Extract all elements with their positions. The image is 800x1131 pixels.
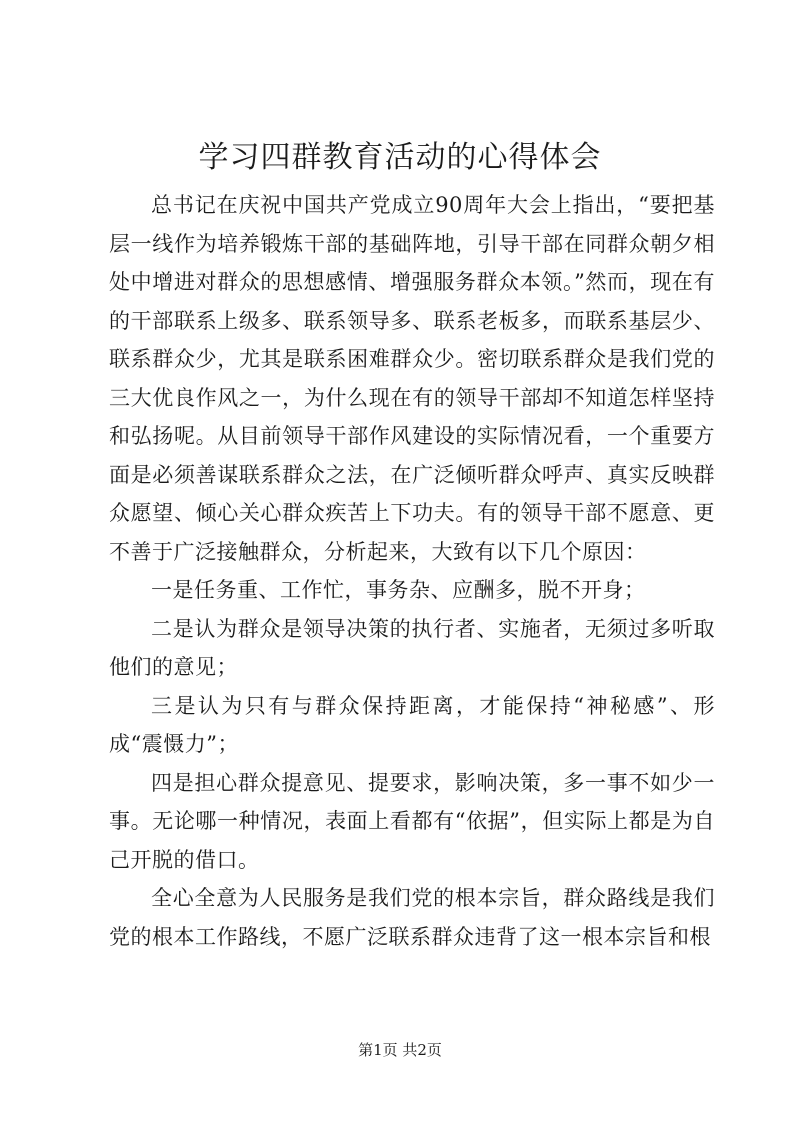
paragraph: 全心全意为人民服务是我们党的根本宗旨，群众路线是我们党的根本工作路线，不愿广泛联系群众违背了这一根本宗旨和根 xyxy=(109,886,715,949)
page-footer: 第1页 共2页 xyxy=(358,1041,442,1059)
document-body xyxy=(109,186,715,956)
paragraph: 一是任务重、工作忙，事务杂、应酬多，脱不开身； xyxy=(151,578,646,602)
paragraph: 三是认为只有与群众保持距离，才能保持“神秘感”、形成“震慑力”； xyxy=(109,693,715,756)
paragraph: 二是认为群众是领导决策的执行者、实施者，无须过多听取他们的意见； xyxy=(109,616,715,679)
paragraph: 四是担心群众提意见、提要求，影响决策，多一事不如少一事。无论哪一种情况，表面上看都有“依据”，但实际上都是为自己开脱的借口。 xyxy=(109,770,715,872)
document-title: 学习四群教育活动的心得体会 xyxy=(198,140,602,175)
paragraph: 总书记在庆祝中国共产党成立90周年大会上指出，“要把基层一线作为培养锻炼干部的基础阵地，引导干部在同群众朝夕相处中增进对群众的思想感情、增强服务群众本领。”然而，现在有的干部联系上级多、联系领导多、联系老板多，而联系基层少、联系群众少，尤其是联系困难群众少。密切联系群众是我们党的三大优良作风之一，为什么现在有的领导干部却不知道怎样坚持和弘扬呢。从目前领导干部作风建设的实际情况看，一个重要方面是必须善谋联系群众之法，在广泛倾听群众呼声、真实反映群众愿望、倾心关心群众疾苦上下功夫。有的领导干部不愿意、更不善于广泛接触群众，分析起来，大致有以下几个原因： xyxy=(109,193,715,564)
